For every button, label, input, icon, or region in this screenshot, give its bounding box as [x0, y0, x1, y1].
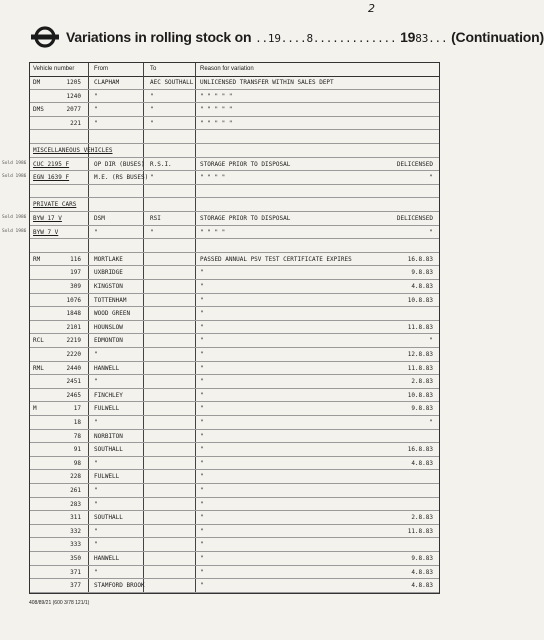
from-garage: FULWELL	[94, 405, 120, 413]
table-row	[30, 498, 439, 512]
from-garage: "	[94, 119, 98, 127]
header-from: From	[94, 66, 108, 72]
reason-text: "	[200, 283, 204, 290]
vehicle-class: PRIVATE CARS	[33, 201, 77, 209]
reason-text: "	[200, 555, 204, 562]
title-continuation: (Continuation)	[451, 29, 544, 45]
to-location: R.S.I.	[150, 160, 172, 168]
vehicle-class: BYW 17 V	[33, 215, 62, 222]
reason-text: "	[200, 351, 204, 358]
reason-text: "	[200, 500, 204, 508]
from-garage: "	[94, 459, 98, 467]
expiry-date: DELICENSED	[396, 215, 433, 222]
expiry-date: 4.8.83	[411, 582, 433, 590]
vehicle-number: 197	[70, 269, 81, 277]
to-location: "	[150, 92, 154, 100]
to-location: AEC SOUTHALL	[150, 79, 194, 86]
from-garage: CLAPHAM	[94, 79, 120, 86]
reason-text: "	[200, 487, 204, 494]
from-garage: HANWELL	[94, 555, 120, 562]
table-row	[30, 90, 439, 104]
vehicle-number: 18	[73, 419, 81, 426]
row-rule	[30, 592, 439, 593]
reason-text: " " " " "	[200, 92, 233, 100]
reason-text: "	[200, 269, 204, 277]
table-row	[30, 430, 439, 444]
vehicle-number: 2465	[66, 391, 81, 399]
margin-annotation: Sold 1986	[2, 174, 27, 180]
reason-text: "	[200, 446, 204, 454]
to-location: "	[150, 228, 154, 236]
from-garage: "	[94, 541, 98, 549]
reason-text: "	[200, 459, 204, 467]
table-row	[30, 552, 439, 566]
table-row	[30, 457, 439, 471]
header-to: To	[150, 66, 157, 72]
expiry-date: 4.8.83	[411, 283, 433, 290]
expiry-date: 9.8.83	[411, 405, 433, 413]
vehicle-class: RCL	[33, 337, 44, 345]
vehicle-number: 283	[70, 500, 81, 508]
from-garage: "	[94, 351, 98, 358]
expiry-date: 10.8.83	[407, 296, 433, 304]
expiry-date: 16.8.83	[407, 446, 433, 454]
vehicle-number: 2219	[66, 337, 81, 345]
form-title	[66, 29, 544, 45]
vehicle-number: 91	[73, 446, 81, 454]
reason-text: "	[200, 296, 204, 304]
title-year-label: 19	[400, 29, 416, 45]
table-row	[30, 239, 439, 253]
expiry-date: 2.8.83	[411, 378, 433, 386]
table-row	[30, 117, 439, 131]
from-garage: WOOD GREEN	[94, 310, 131, 318]
from-garage: DSM	[94, 215, 105, 222]
reason-text: "	[200, 527, 204, 535]
reason-text: "	[200, 568, 204, 576]
vehicle-number: 1205	[66, 79, 81, 86]
reason-text: PASSED ANNUAL PSV TEST CERTIFICATE EXPIRES	[200, 255, 352, 263]
vehicle-number: 371	[70, 568, 81, 576]
vehicle-number: 2077	[66, 106, 81, 114]
table-row	[30, 253, 439, 267]
table-row	[30, 389, 439, 403]
vehicle-class: MISCELLANEOUS VEHICLES	[33, 147, 113, 154]
table-row	[30, 375, 439, 389]
table-row	[30, 212, 439, 226]
reason-text: "	[200, 432, 204, 440]
table-row	[30, 402, 439, 416]
reason-text: " " " " "	[200, 106, 233, 114]
from-garage: HOUNSLOW	[94, 323, 123, 331]
title-year-fill: 83...	[415, 32, 448, 45]
table-row	[30, 566, 439, 580]
reason-text: " " " " "	[200, 119, 233, 127]
vehicle-class: EGN 1639 F	[33, 174, 70, 182]
vehicle-number: 333	[70, 541, 81, 549]
variations-table	[29, 62, 440, 594]
vehicle-number: 311	[70, 514, 81, 522]
to-location: "	[150, 119, 154, 127]
expiry-date: 4.8.83	[411, 459, 433, 467]
expiry-date: 4.8.83	[411, 568, 433, 576]
reason-text: "	[200, 473, 204, 481]
from-garage: TOTTENHAM	[94, 296, 127, 304]
table-row	[30, 348, 439, 362]
from-garage: UXBRIDGE	[94, 269, 123, 277]
from-garage: OP DIR (BUSES)	[94, 160, 145, 168]
reason-text: "	[200, 541, 204, 549]
table-row	[30, 538, 439, 552]
reason-text: STORAGE PRIOR TO DISPOSAL	[200, 160, 291, 168]
title-date-fill: ..19....8.............	[255, 32, 397, 45]
vehicle-number: 309	[70, 283, 81, 290]
expiry-date: "	[429, 419, 433, 426]
from-garage: STAMFORD BROOK	[94, 582, 145, 590]
from-garage: "	[94, 378, 98, 386]
vehicle-number: 116	[70, 255, 81, 263]
vehicle-number: 377	[70, 582, 81, 590]
reason-text: "	[200, 514, 204, 522]
reason-text: "	[200, 419, 204, 426]
table-row	[30, 525, 439, 539]
from-garage: NORBITON	[94, 432, 123, 440]
reason-text: "	[200, 323, 204, 331]
form-reference: 408/89/21 (600 3/78 121/1)	[29, 600, 90, 606]
reason-text: "	[200, 391, 204, 399]
vehicle-number: 1240	[66, 92, 81, 100]
table-row	[30, 185, 439, 199]
margin-annotation: Sold 1986	[2, 215, 27, 220]
expiry-date: 2.8.83	[411, 514, 433, 522]
table-row	[30, 470, 439, 484]
reason-text: " " " "	[200, 174, 226, 182]
from-garage: FULWELL	[94, 473, 120, 481]
table-row	[30, 334, 439, 348]
show-through-text	[286, 598, 446, 636]
to-location: "	[150, 174, 154, 182]
vehicle-number: 2440	[66, 364, 81, 372]
margin-annotation: Sold 1986	[2, 160, 27, 166]
table-row	[30, 198, 439, 212]
from-garage: "	[94, 106, 98, 114]
vehicle-number: 17	[73, 405, 81, 413]
table-row	[30, 579, 439, 593]
vehicle-class: DM	[33, 79, 41, 86]
table-row	[30, 158, 439, 172]
vehicle-number: 2101	[66, 323, 81, 331]
vehicle-number: 332	[70, 527, 81, 535]
to-location: RSI	[150, 215, 161, 222]
vehicle-number: 78	[73, 432, 81, 440]
reason-text: UNLICENSED TRANSFER WITHIN SALES DEPT	[200, 79, 334, 86]
from-garage: EDMONTON	[94, 337, 123, 345]
from-garage: M.E. (RS BUSES)	[94, 174, 149, 182]
table-row	[30, 103, 439, 117]
vehicle-number: 350	[70, 555, 81, 562]
header-vehicle-number: Vehicle number	[33, 66, 75, 72]
table-row	[30, 130, 439, 144]
reason-text: "	[200, 364, 204, 372]
expiry-date: "	[429, 174, 433, 182]
from-garage: "	[94, 487, 98, 494]
reason-text: " " " "	[200, 228, 226, 236]
from-garage: "	[94, 419, 98, 426]
table-row	[30, 362, 439, 376]
from-garage: SOUTHALL	[94, 446, 123, 454]
vehicle-class: RML	[33, 364, 44, 372]
vehicle-number: 228	[70, 473, 81, 481]
vehicle-class: RM	[33, 255, 41, 263]
from-garage: KINGSTON	[94, 283, 123, 290]
vehicle-number: 1848	[66, 310, 81, 318]
from-garage: "	[94, 92, 98, 100]
table-row	[30, 76, 439, 90]
vehicle-number: 221	[70, 119, 81, 127]
reason-text: STORAGE PRIOR TO DISPOSAL	[200, 215, 291, 222]
vehicle-number: 2451	[66, 378, 81, 386]
from-garage: "	[94, 527, 98, 535]
reason-text: "	[200, 310, 204, 318]
vehicle-class: BYW 7 V	[33, 228, 59, 236]
page-number: 2	[368, 2, 375, 15]
table-row	[30, 294, 439, 308]
from-garage: "	[94, 568, 98, 576]
expiry-date: 11.8.83	[407, 364, 433, 372]
margin-annotation: Sold 1986	[2, 228, 27, 234]
expiry-date: 9.8.83	[411, 555, 433, 562]
from-garage: SOUTHALL	[94, 514, 123, 522]
london-transport-roundel-logo	[30, 26, 60, 48]
table-row	[30, 511, 439, 525]
reason-text: "	[200, 405, 204, 413]
table-row	[30, 280, 439, 294]
vehicle-class: M	[33, 405, 37, 413]
expiry-date: 10.8.83	[407, 391, 433, 399]
expiry-date: "	[429, 228, 433, 236]
expiry-date: DELICENSED	[396, 160, 433, 168]
reason-text: "	[200, 337, 204, 345]
vehicle-class: DMS	[33, 106, 44, 114]
expiry-date: 11.8.83	[407, 323, 433, 331]
table-header	[30, 63, 439, 77]
title-prefix: Variations in rolling stock on	[66, 29, 252, 45]
table-row	[30, 307, 439, 321]
expiry-date: 11.8.83	[407, 527, 433, 535]
table-row	[30, 171, 439, 185]
from-garage: "	[94, 500, 98, 508]
expiry-date: 9.8.83	[411, 269, 433, 277]
expiry-date: 16.8.83	[407, 255, 433, 263]
table-row	[30, 266, 439, 280]
table-row	[30, 416, 439, 430]
from-garage: FINCHLEY	[94, 391, 123, 399]
header-reason: Reason for variation	[200, 66, 254, 72]
table-row	[30, 443, 439, 457]
reason-text: "	[200, 378, 204, 386]
vehicle-number: 1076	[66, 296, 81, 304]
table-row	[30, 321, 439, 335]
table-row	[30, 144, 439, 158]
to-location: "	[150, 106, 154, 114]
expiry-date: "	[429, 337, 433, 345]
from-garage: "	[94, 228, 98, 236]
reason-text: "	[200, 582, 204, 590]
vehicle-class: CUC 2195 F	[33, 160, 70, 168]
table-row	[30, 226, 439, 240]
vehicle-number: 98	[73, 459, 81, 467]
vehicle-number: 2220	[66, 351, 81, 358]
expiry-date: 12.8.83	[407, 351, 433, 358]
from-garage: MORTLAKE	[94, 255, 123, 263]
table-row	[30, 484, 439, 498]
vehicle-number: 261	[70, 487, 81, 494]
from-garage: HANWELL	[94, 364, 120, 372]
